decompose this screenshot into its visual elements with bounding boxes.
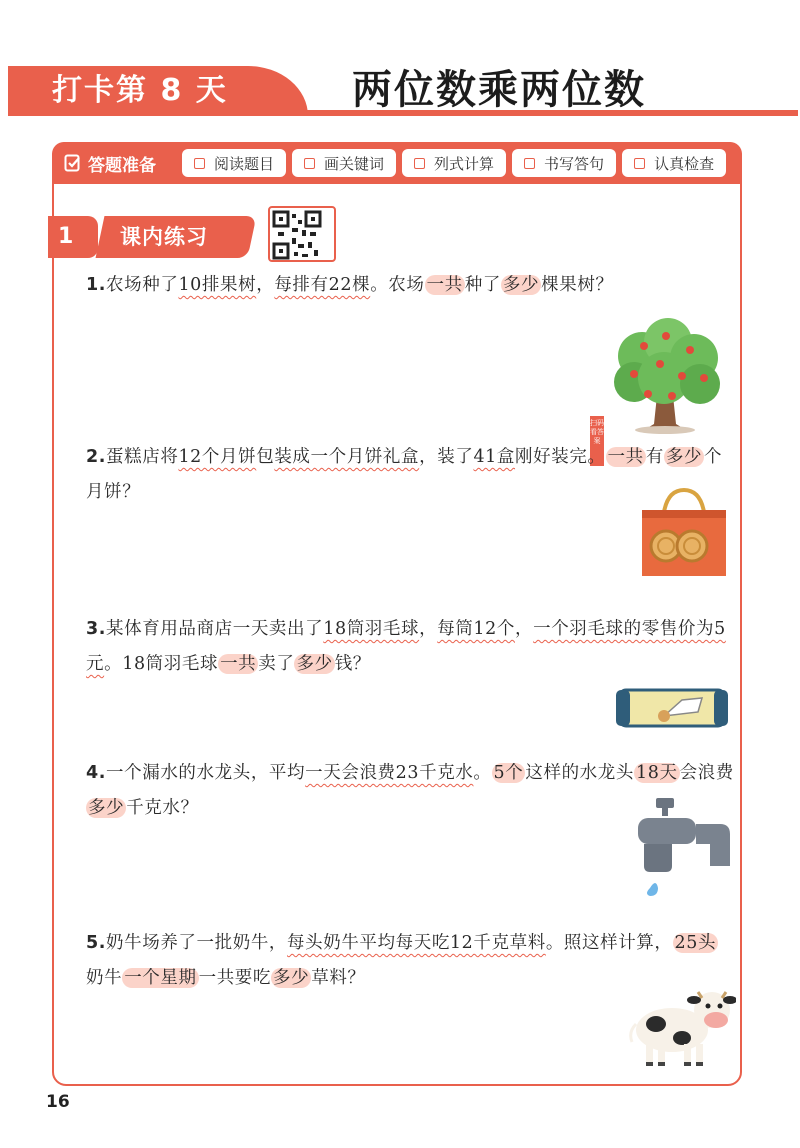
condition-underline: 装成一个月饼礼盒 — [274, 447, 420, 467]
problem-text: 包 — [256, 447, 275, 467]
keyword-highlight: 多少 — [296, 654, 333, 674]
condition-underline: 每筒12个 — [437, 619, 515, 639]
prep-item-answer[interactable]: 书写答句 — [512, 149, 616, 177]
problem-text: 刚好装完。 — [515, 447, 606, 467]
problem-text: 会浪费 — [679, 763, 734, 783]
checkbox-icon — [524, 158, 535, 169]
problem-text: 奶牛 — [86, 968, 123, 988]
answer-prep-bar — [52, 142, 742, 184]
prep-item-check[interactable]: 认真检查 — [622, 149, 726, 177]
condition-underline: 一天会浪费23千克水 — [305, 763, 474, 783]
condition-underline: 10排果树 — [178, 275, 257, 295]
shuttlecock-tube-illustration — [614, 686, 730, 730]
topic-title: 两位数乘两位数 — [352, 67, 646, 113]
section-number: 1 — [48, 216, 98, 258]
checkbox-icon — [194, 158, 205, 169]
problem-text: ， — [419, 619, 438, 639]
condition-underline: 每头奶牛平均每天吃12千克草料 — [287, 933, 546, 953]
problem-text: 。 — [473, 763, 492, 783]
keyword-highlight: 多少 — [273, 968, 310, 988]
problem-text: ， — [256, 275, 275, 295]
qr-caption: 扫码看答案 — [590, 416, 604, 466]
problem-number: 3. — [86, 619, 107, 639]
keyword-highlight: 多少 — [502, 275, 540, 295]
problem-text: 个月饼？ — [86, 447, 723, 502]
keyword-highlight: 一共 — [220, 654, 257, 674]
problem-text: 钱？ — [334, 654, 371, 674]
prep-item-calc[interactable]: 列式计算 — [402, 149, 506, 177]
problem-text: 这样的水龙头 — [525, 763, 634, 783]
problem-text: 一共要吃 — [198, 968, 272, 988]
page-header — [0, 48, 800, 120]
keyword-highlight: 多少 — [665, 447, 703, 467]
checkbox-icon — [634, 158, 645, 169]
problem-text: 棵果树？ — [541, 275, 614, 295]
keyword-highlight: 一共 — [426, 275, 463, 295]
prep-item-read[interactable]: 阅读题目 — [182, 149, 286, 177]
problem-1 — [86, 268, 726, 303]
condition-underline: 18筒羽毛球 — [323, 619, 420, 639]
problem-text: 卖了 — [258, 654, 295, 674]
cow-illustration — [626, 984, 736, 1068]
checkbox-icon — [414, 158, 425, 169]
keyword-highlight: 一个星期 — [124, 968, 197, 988]
faucet-illustration — [636, 796, 732, 912]
keyword-highlight: 一共 — [607, 447, 644, 467]
condition-underline: 41盒 — [473, 447, 516, 467]
problem-text: 有 — [645, 447, 664, 467]
problem-text: ， — [515, 619, 534, 639]
keyword-highlight: 5个 — [493, 763, 524, 783]
keyword-highlight: 25头 — [674, 933, 717, 953]
prep-item-keywords[interactable]: 画关键词 — [292, 149, 396, 177]
problem-text: 千克水？ — [126, 798, 199, 818]
keyword-highlight: 多少 — [88, 798, 125, 818]
problem-text: 农场种了 — [106, 275, 179, 295]
problem-3 — [86, 612, 736, 682]
checklist-icon — [64, 154, 82, 172]
mooncake-box-illustration — [638, 488, 730, 580]
page-number: 16 — [46, 1092, 70, 1112]
problem-text: ，装了 — [419, 447, 474, 467]
problem-number: 2. — [86, 447, 107, 467]
problem-number: 5. — [86, 933, 107, 953]
problem-text: 奶牛场养了一批奶牛， — [106, 933, 288, 953]
prep-label-text: 答题准备 — [88, 155, 156, 176]
problem-text: 蛋糕店将 — [106, 447, 179, 467]
problem-number: 4. — [86, 763, 107, 783]
problem-number: 1. — [86, 275, 107, 295]
problem-text: 某体育用品商店一天卖出了 — [106, 619, 324, 639]
problem-text: 。18筒羽毛球 — [104, 654, 219, 674]
checkbox-icon — [304, 158, 315, 169]
keyword-highlight: 18天 — [635, 763, 678, 783]
condition-underline: 12个月饼 — [178, 447, 257, 467]
problem-text: 一个漏水的水龙头，平均 — [106, 763, 306, 783]
prep-label — [64, 151, 182, 176]
problem-text: 。农场 — [370, 275, 425, 295]
section-title: 课内练习 — [120, 225, 208, 249]
condition-underline: 一个羽毛球的零售价为5元 — [86, 619, 726, 674]
qr-pattern — [272, 210, 322, 260]
problem-text: 。照这样计算， — [545, 933, 673, 953]
problem-text: 种了 — [464, 275, 501, 295]
day-label: 打卡第 8 天 — [8, 66, 308, 116]
condition-underline: 每排有22棵 — [274, 275, 371, 295]
problem-text: 草料？ — [311, 968, 366, 988]
tree-illustration — [604, 316, 726, 434]
